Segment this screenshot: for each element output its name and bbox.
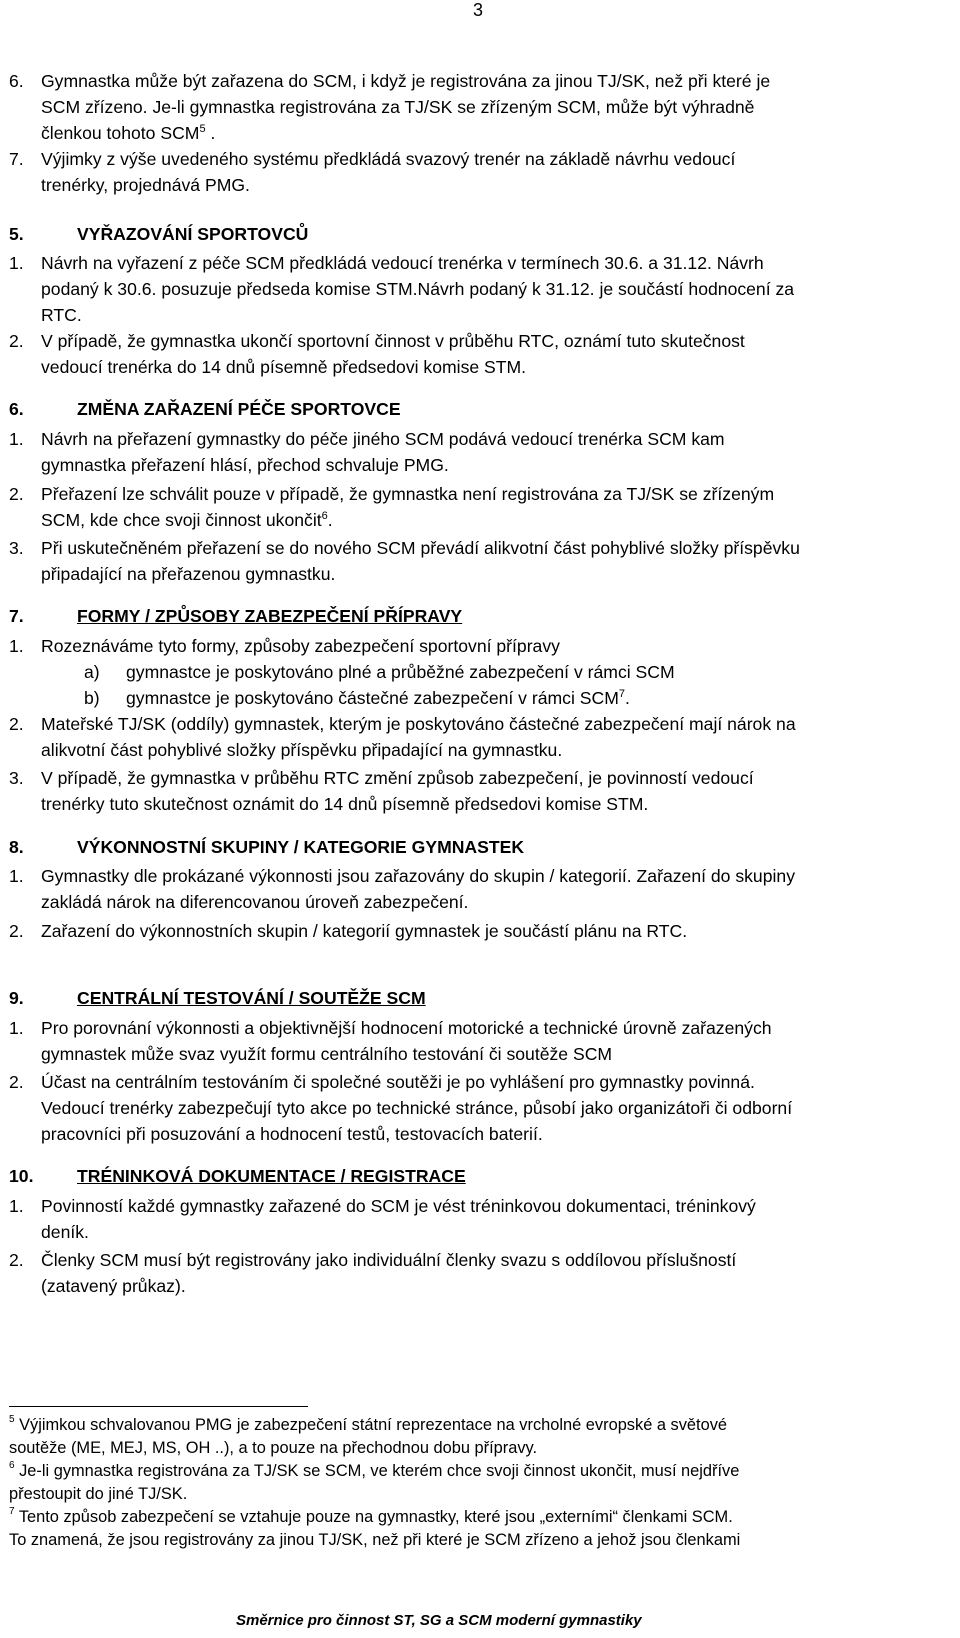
footnote-6: $^6$ Je-li gymnastka registrována za TJ/SK se SCM, ve kterém chce svoji činnost ukončit, musí nejdříve přestoupit do jiné TJ/SK. [9,1460,740,1503]
footnote-divider [9,1406,308,1407]
section-7-sub-b: b) gymnastce je poskytováno částečné zabezpečení v rámci SCM$^7$. [84,688,630,708]
section-5-item-2: 2. V případě, že gymnastka ukončí sportovní činnost v průběhu RTC, oznámí tuto skutečnost vedoucí trenérka do 14 dnů písemně předsedovi komise STM. [9,331,745,377]
section-8-item-1: 1. Gymnastky dle prokázané výkonnosti jsou zařazovány do skupin / kategorií. Zařazení do skupiny zakládá nárok na diferencovanou úroveň zabezpečení. [9,866,795,912]
section-8-heading: 8. VÝKONNOSTNÍ SKUPINY / KATEGORIE GYMNASTEK [9,837,525,857]
item-6: 6. Gymnastka může být zařazena do SCM, i když je registrována za jinou TJ/SK, než při které je SCM zřízeno. Je-li gymnastka registrována za TJ/SK se zřízeným SCM, může být výhradně členkou tohoto SCM$^5$ . [9,71,771,143]
section-10-item-1: 1. Povinností každé gymnastky zařazené do SCM je vést tréninkovou dokumentaci, tréninkový deník. [9,1196,756,1242]
page-number: 3 [473,0,484,20]
page-footer: Směrnice pro činnost ST, SG a SCM moderní gymnastiky [236,1612,642,1629]
section-10-item-2: 2. Členky SCM musí být registrovány jako individuální členky svazu s oddílovou příslušností (zatavený průkaz). [9,1250,737,1296]
section-7-sub-a: a) gymnastce je poskytováno plné a průběžné zabezpečení v rámci SCM [84,662,675,682]
footnote-5: $^5$ Výjimkou schvalovanou PMG je zabezpečení státní reprezentace na vrcholné evropské a světové soutěže (ME, MEJ, MS, OH ..), a to pouze na přechodnou dobu přípravy. [9,1414,728,1457]
section-6-item-3: 3. Při uskutečněném přeřazení se do nového SCM převádí alikvotní část pohyblivé složky příspěvku připadající na přeřazenou gymnastku. [9,538,800,584]
section-7-heading: 7. FORMY / ZPŮSOBY ZABEZPEČENÍ PŘÍPRAVY [9,606,463,626]
section-6-item-2: 2. Přeřazení lze schválit pouze v případě, že gymnastka není registrována za TJ/SK se zřízeným SCM, kde chce svoji činnost ukončit$^6$. [9,484,775,530]
section-10-heading: 10. TRÉNINKOVÁ DOKUMENTACE / REGISTRACE [9,1166,466,1186]
section-9-heading: 9. CENTRÁLNÍ TESTOVÁNÍ / SOUTĚŽE SCM [9,988,426,1008]
footnote-ref-6: 6 [321,510,328,522]
section-6-heading: 6. ZMĚNA ZAŘAZENÍ PÉČE SPORTOVCE [9,399,401,419]
section-5-item-1: 1. Návrh na vyřazení z péče SCM předkládá vedoucí trenérka v termínech 30.6. a 31.12. Návrh podaný k 30.6. posuzuje předseda komise STM.Návrh podaný k 31.12. je součástí hodnocení za RTC. [9,253,795,325]
section-9-item-2: 2. Účast na centrálním testováním či společné soutěži je po vyhlášení pro gymnastky povinná. Vedoucí trenérky zabezpečují tyto akce po technické stránce, působí jako organizátoři či odborní pracovníci při posuzování a hodnocení testů, testovacích baterií. [9,1072,793,1144]
footnote-ref-5: 5 [199,123,206,135]
section-5-heading: 5. VYŘAZOVÁNÍ SPORTOVCŮ [9,224,309,244]
section-7-item-1: 1. Rozeznáváme tyto formy, způsoby zabezpečení sportovní přípravy a) gymnastce je poskytováno plné a průběžné zabezpečení v rámci SCM b) gymnastce je poskytováno částečné zabezpečení v rámci SCM$^7$. [9,633,954,711]
section-7-item-2: 2. Mateřské TJ/SK (oddíly) gymnastek, kterým je poskytováno částečné zabezpečení mají nárok na alikvotní část pohyblivé složky příspěvku připadající na gymnastku. [9,714,796,760]
section-7-item-3: 3. V případě, že gymnastka v průběhu RTC změní způsob zabezpečení, je povinností vedoucí trenérky tuto skutečnost oznámit do 14 dnů písemně předsedovi komise STM. [9,768,754,814]
item-7: 7. Výjimky z výše uvedeného systému předkládá svazový trenér na základě návrhu vedoucí trenérky, projednává PMG. [9,149,736,195]
section-9-item-1: 1. Pro porovnání výkonnosti a objektivnější hodnocení motorické a technické úrovně zařazených gymnastek může svaz využít formu centrálního testování či soutěže SCM [9,1018,772,1064]
footnote-7: $^7$ Tento způsob zabezpečení se vztahuje pouze na gymnastky, které jsou „externími“ členkami SCM. To znamená, že jsou registrovány za jinou TJ/SK, než při které je SCM zřízeno a jehož jsou členkami [9,1506,741,1549]
section-8-item-2: 2. Zařazení do výkonnostních skupin / kategorií gymnastek je součástí plánu na RTC. [9,921,688,941]
footnote-ref-7: 7 [618,688,625,700]
section-6-item-1: 1. Návrh na přeřazení gymnastky do péče jiného SCM podává vedoucí trenérka SCM kam gymnastka přeřazení hlásí, přechod schvaluje PMG. [9,429,725,475]
